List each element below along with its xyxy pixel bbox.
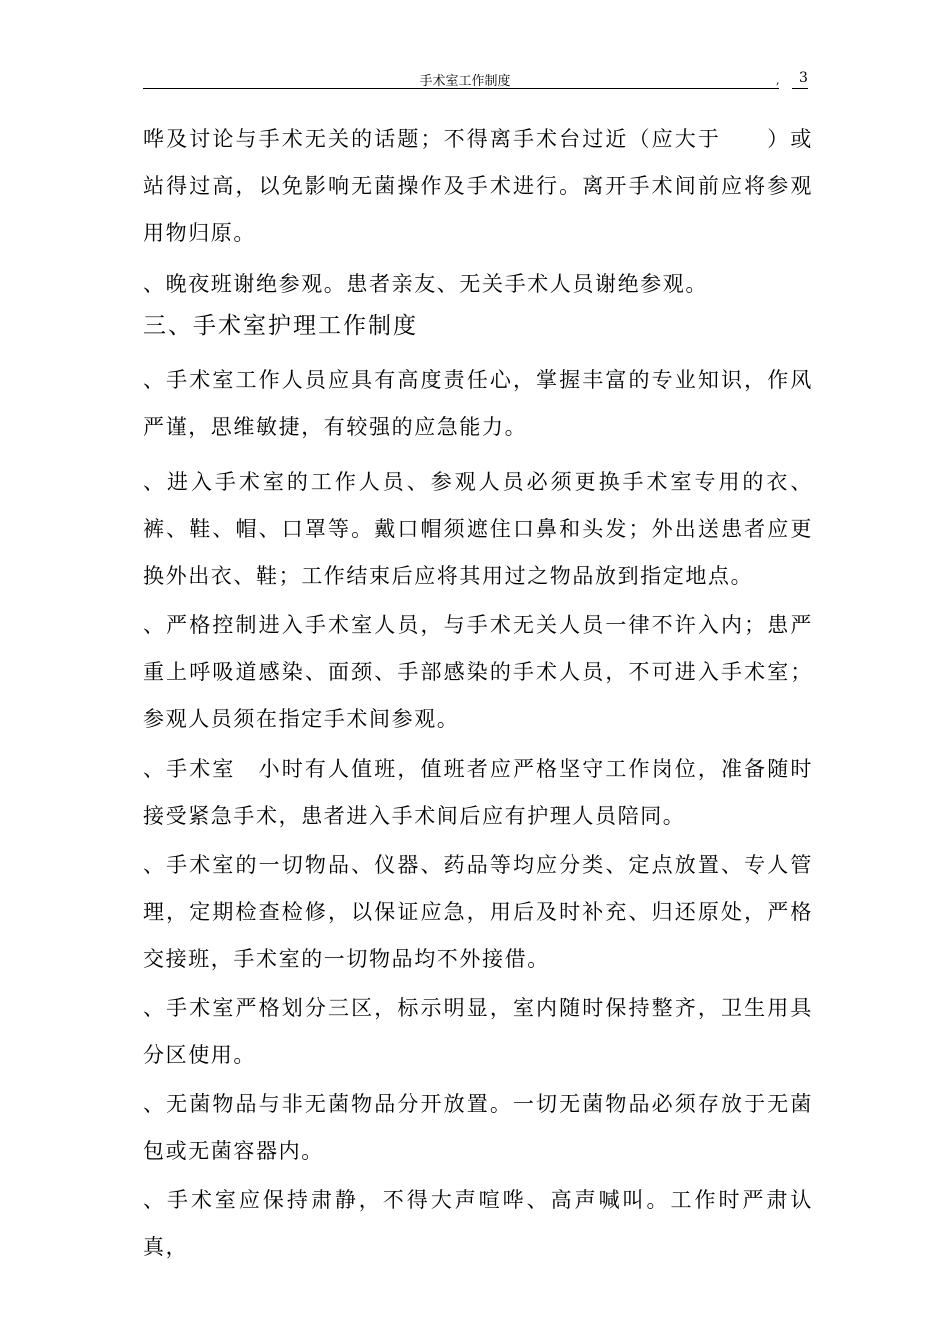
paragraph-6: 、手术室 小时有人值班，值班者应严格坚守工作岗位，准备随时接受紧急手术，患者进入手术间后应有护理人员陪同。 bbox=[143, 757, 813, 828]
section-heading: 三、手术室护理工作制度 bbox=[143, 313, 418, 339]
paragraph-8: 、手术室严格划分三区，标示明显，室内随时保持整齐，卫生用具分区使用。 bbox=[143, 996, 813, 1067]
header-mark: , bbox=[776, 74, 780, 87]
paragraph-4: 、进入手术室的工作人员、参观人员必须更换手术室专用的衣、裤、鞋、帽、口罩等。戴口帽须遮住口鼻和头发；外出送患者应更换外出衣、鞋；工作结束后应将其用过之物品放到指定地点。 bbox=[143, 470, 813, 588]
paragraph-3: 、手术室工作人员应具有高度责任心，掌握丰富的专业知识，作风严谨，思维敏捷，有较强的应急能力。 bbox=[143, 368, 813, 439]
paragraph-9: 、无菌物品与非无菌物品分开放置。一切无菌物品必须存放于无菌包或无菌容器内。 bbox=[143, 1092, 813, 1163]
paragraph-1: 哗及讨论与手术无关的话题；不得离手术台过近（应大于 ）或站得过高，以免影响无菌操作及手术进行。离开手术间前应将参观用物归原。 bbox=[143, 127, 813, 245]
header-rule-short bbox=[792, 88, 808, 89]
paragraph-5: 、严格控制进入手术室人员，与手术无关人员一律不许入内；患严重上呼吸道感染、面颈、手部感染的手术人员，不可进入手术室；参观人员须在指定手术间参观。 bbox=[143, 613, 813, 731]
paragraph-10: 、手术室应保持肃静，不得大声喧哗、高声喊叫。工作时严肃认真， bbox=[143, 1188, 813, 1259]
paragraph-7: 、手术室的一切物品、仪器、药品等均应分类、定点放置、专人管理，定期检查检修，以保证应急，用后及时补充、归还原处，严格交接班，手术室的一切物品均不外接借。 bbox=[143, 853, 813, 971]
page-number: 3 bbox=[799, 70, 808, 86]
header-rule bbox=[143, 88, 779, 89]
paragraph-2: 、晚夜班谢绝参观。患者亲友、无关手术人员谢绝参观。 bbox=[143, 272, 708, 296]
header-title: 手术室工作制度 bbox=[419, 74, 511, 89]
